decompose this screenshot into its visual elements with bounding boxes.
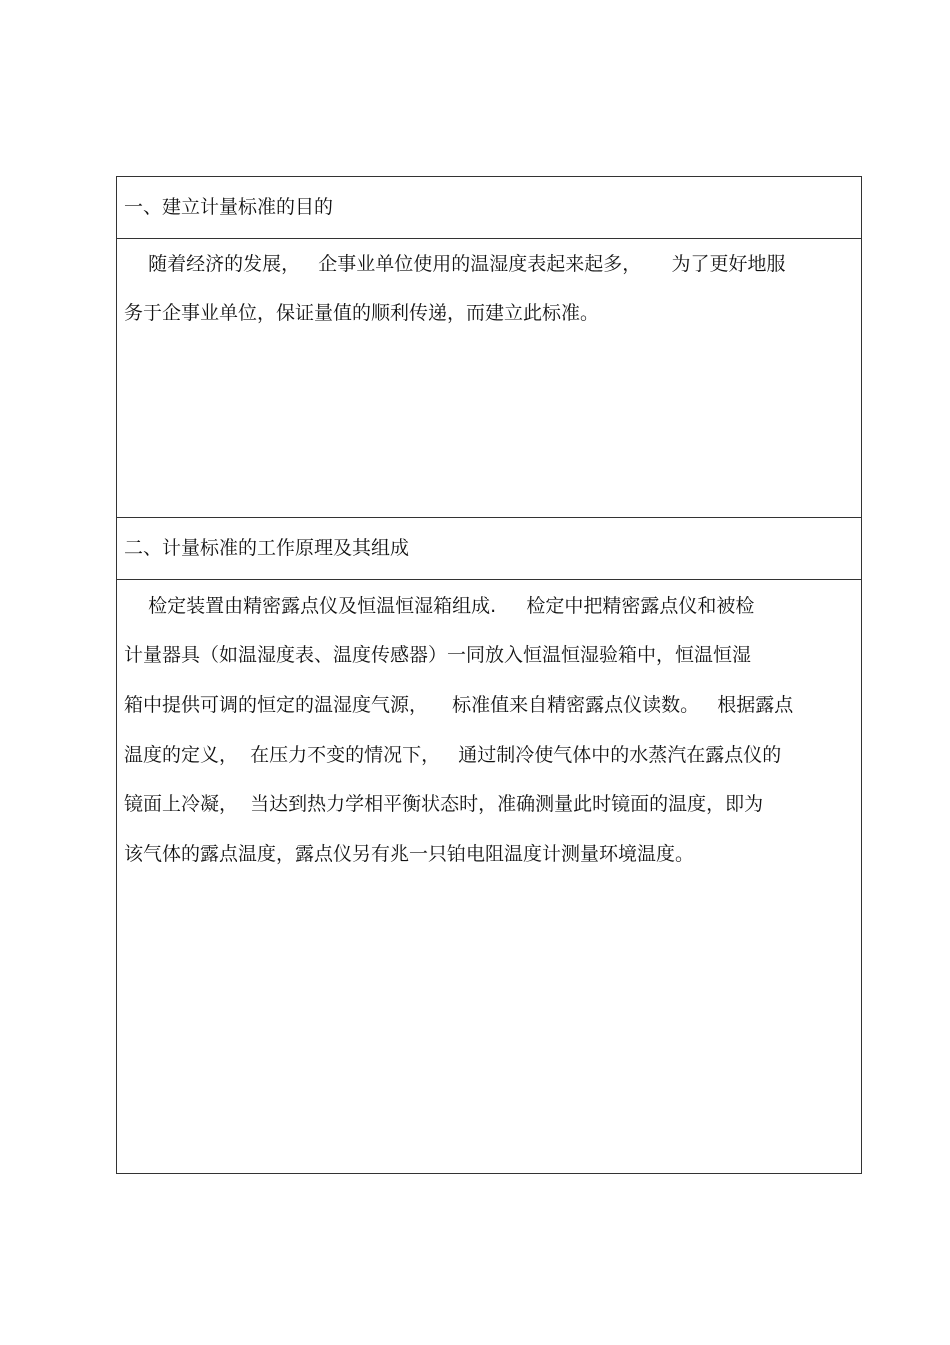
section-2-line-2: 计量器具（如温湿度表、温度传感器）一同放入恒温恒湿验箱中，恒温恒湿	[124, 644, 752, 666]
section-1-body	[117, 239, 861, 518]
section-2-body	[117, 580, 861, 1173]
section-2-line-1: 检定装置由精密露点仪及恒温恒湿箱组成. 检定中把精密露点仪和被检	[124, 595, 755, 617]
section-2-line-5: 镜面上冷凝， 当达到热力学相平衡状态时，准确测量此时镜面的温度，即为	[124, 793, 764, 815]
document-table	[116, 176, 862, 1174]
section-1-line-1: 随着经济的发展， 企事业单位使用的温湿度表起来起多， 为了更好地服	[124, 253, 786, 275]
section-1-line-2: 务于企事业单位，保证量值的顺利传递，而建立此标准。	[124, 302, 600, 324]
section-2-heading: 二、计量标准的工作原理及其组成	[124, 537, 410, 559]
section-2-header	[117, 518, 861, 580]
section-1-heading: 一、建立计量标准的目的	[124, 196, 334, 218]
section-2-line-3: 箱中提供可调的恒定的温湿度气源， 标准值来自精密露点仪读数。 根据露点	[124, 694, 794, 716]
section-2-line-6: 该气体的露点温度，露点仪另有兆一只铂电阻温度计测量环境温度。	[124, 843, 695, 865]
section-1-header	[117, 177, 861, 239]
section-2-line-4: 温度的定义， 在压力不变的情况下， 通过制冷使气体中的水蒸汽在露点仪的	[124, 744, 782, 766]
